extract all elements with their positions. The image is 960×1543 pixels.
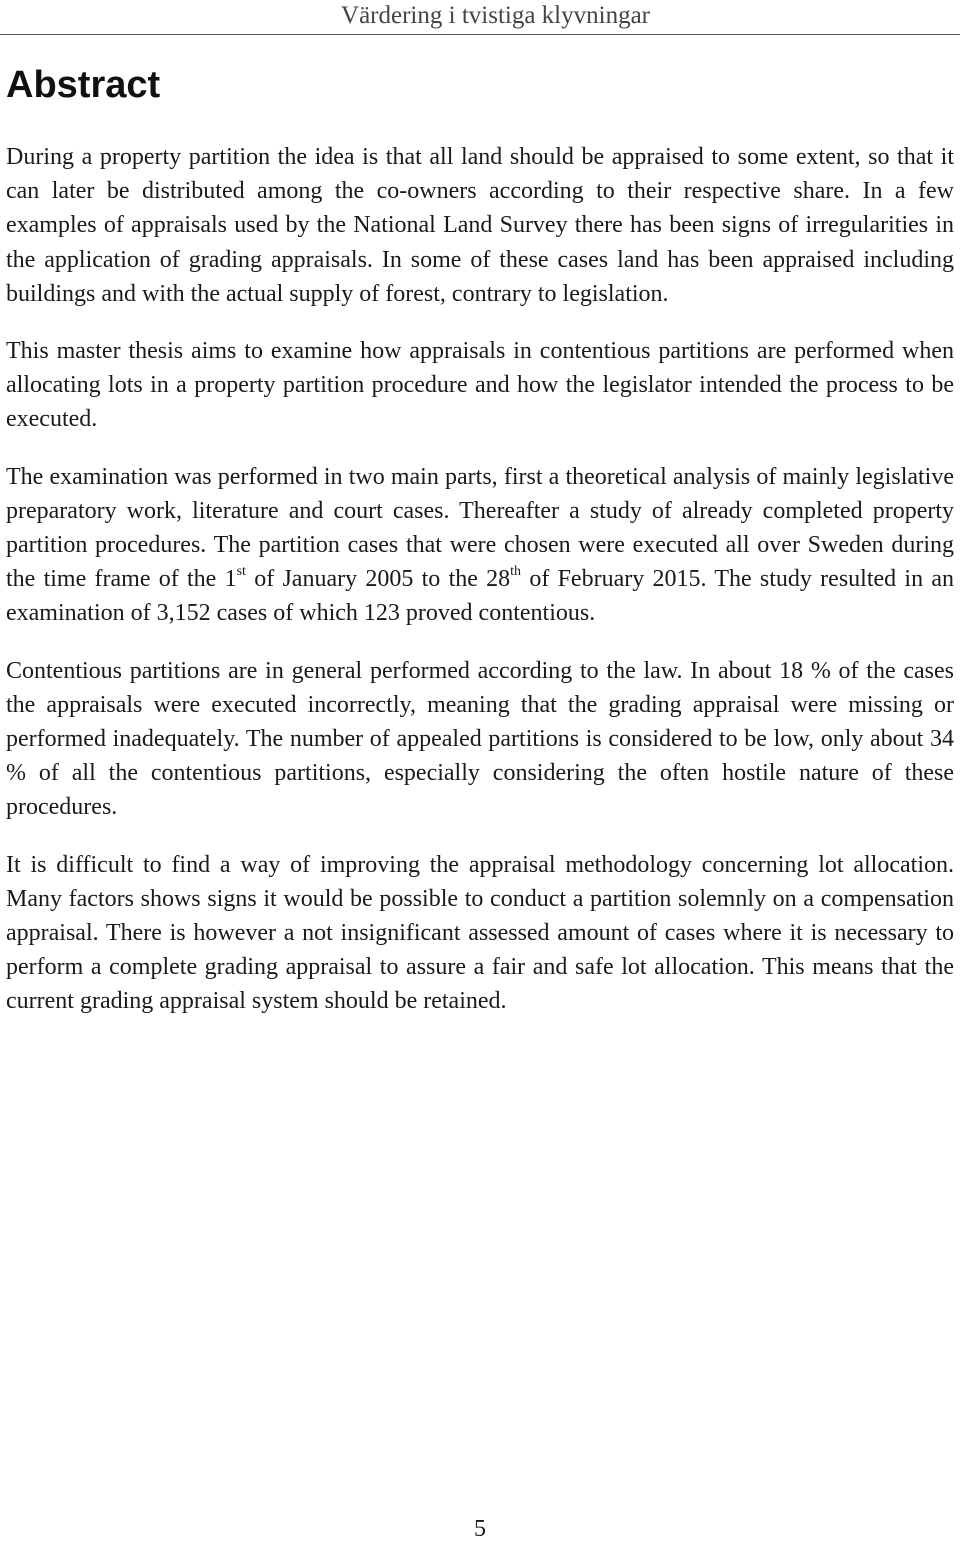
ordinal-suffix-st: st	[236, 564, 246, 580]
paragraph-3-part-2: of January 2005 to the 28	[245, 566, 511, 593]
ordinal-suffix-th: th	[510, 564, 522, 580]
paragraph-1: During a property partition the idea is that all land should be appraised to some extent, so that it can later be distributed among the co-owners according to their respective share. In a few examples of appraisals used by the National Land Survey there has been signs of irregularities in the application of grading appraisals. In some of these cases land has been appraised including buildings and with the actual supply of forest, contrary to legislation.	[6, 144, 954, 307]
abstract-body	[6, 140, 954, 1042]
running-title: Värdering i tvistiga klyvningar	[341, 2, 650, 29]
paragraph-3	[6, 460, 954, 631]
paragraph-5: It is difficult to find a way of improving the appraisal methodology concerning lot allocation. Many factors shows signs it would be possible to conduct a partition solemnly on a compensation appraisal. There is however a not insignificant assessed amount of cases where it is necessary to perform a complete grading appraisal to assure a fair and safe lot allocation. This means that the current grading appraisal system should be retained.	[6, 851, 954, 1015]
page-title: Abstract	[6, 64, 161, 106]
paragraph-3-part-3: of February 2015. The study resulted in an examination of 3,152 cases of which 123 proved contentious.	[6, 566, 955, 627]
paragraph-3-part-1: The examination was performed in two main parts, first a theoretical analysis of mainly legislative preparatory work, literature and court cases. Thereafter a study of already completed property partition procedures. The partition cases that were chosen were executed all over Sweden during the time frame of the 1	[6, 463, 954, 593]
paragraph-2: This master thesis aims to examine how appraisals in contentious partitions are performed when allocating lots in a property partition procedure and how the legislator intended the process to be executed.	[6, 338, 954, 433]
running-header	[0, 0, 960, 35]
paragraph-4: Contentious partitions are in general performed according to the law. In about 18 % of the cases the appraisals were executed incorrectly, meaning that the grading appraisal were missing or performed inadequately. The number of appealed partitions is considered to be low, only about 34 % of all the contentious partitions, especially considering the often hostile nature of these procedures.	[6, 657, 954, 821]
page-number: 5	[474, 1516, 486, 1542]
